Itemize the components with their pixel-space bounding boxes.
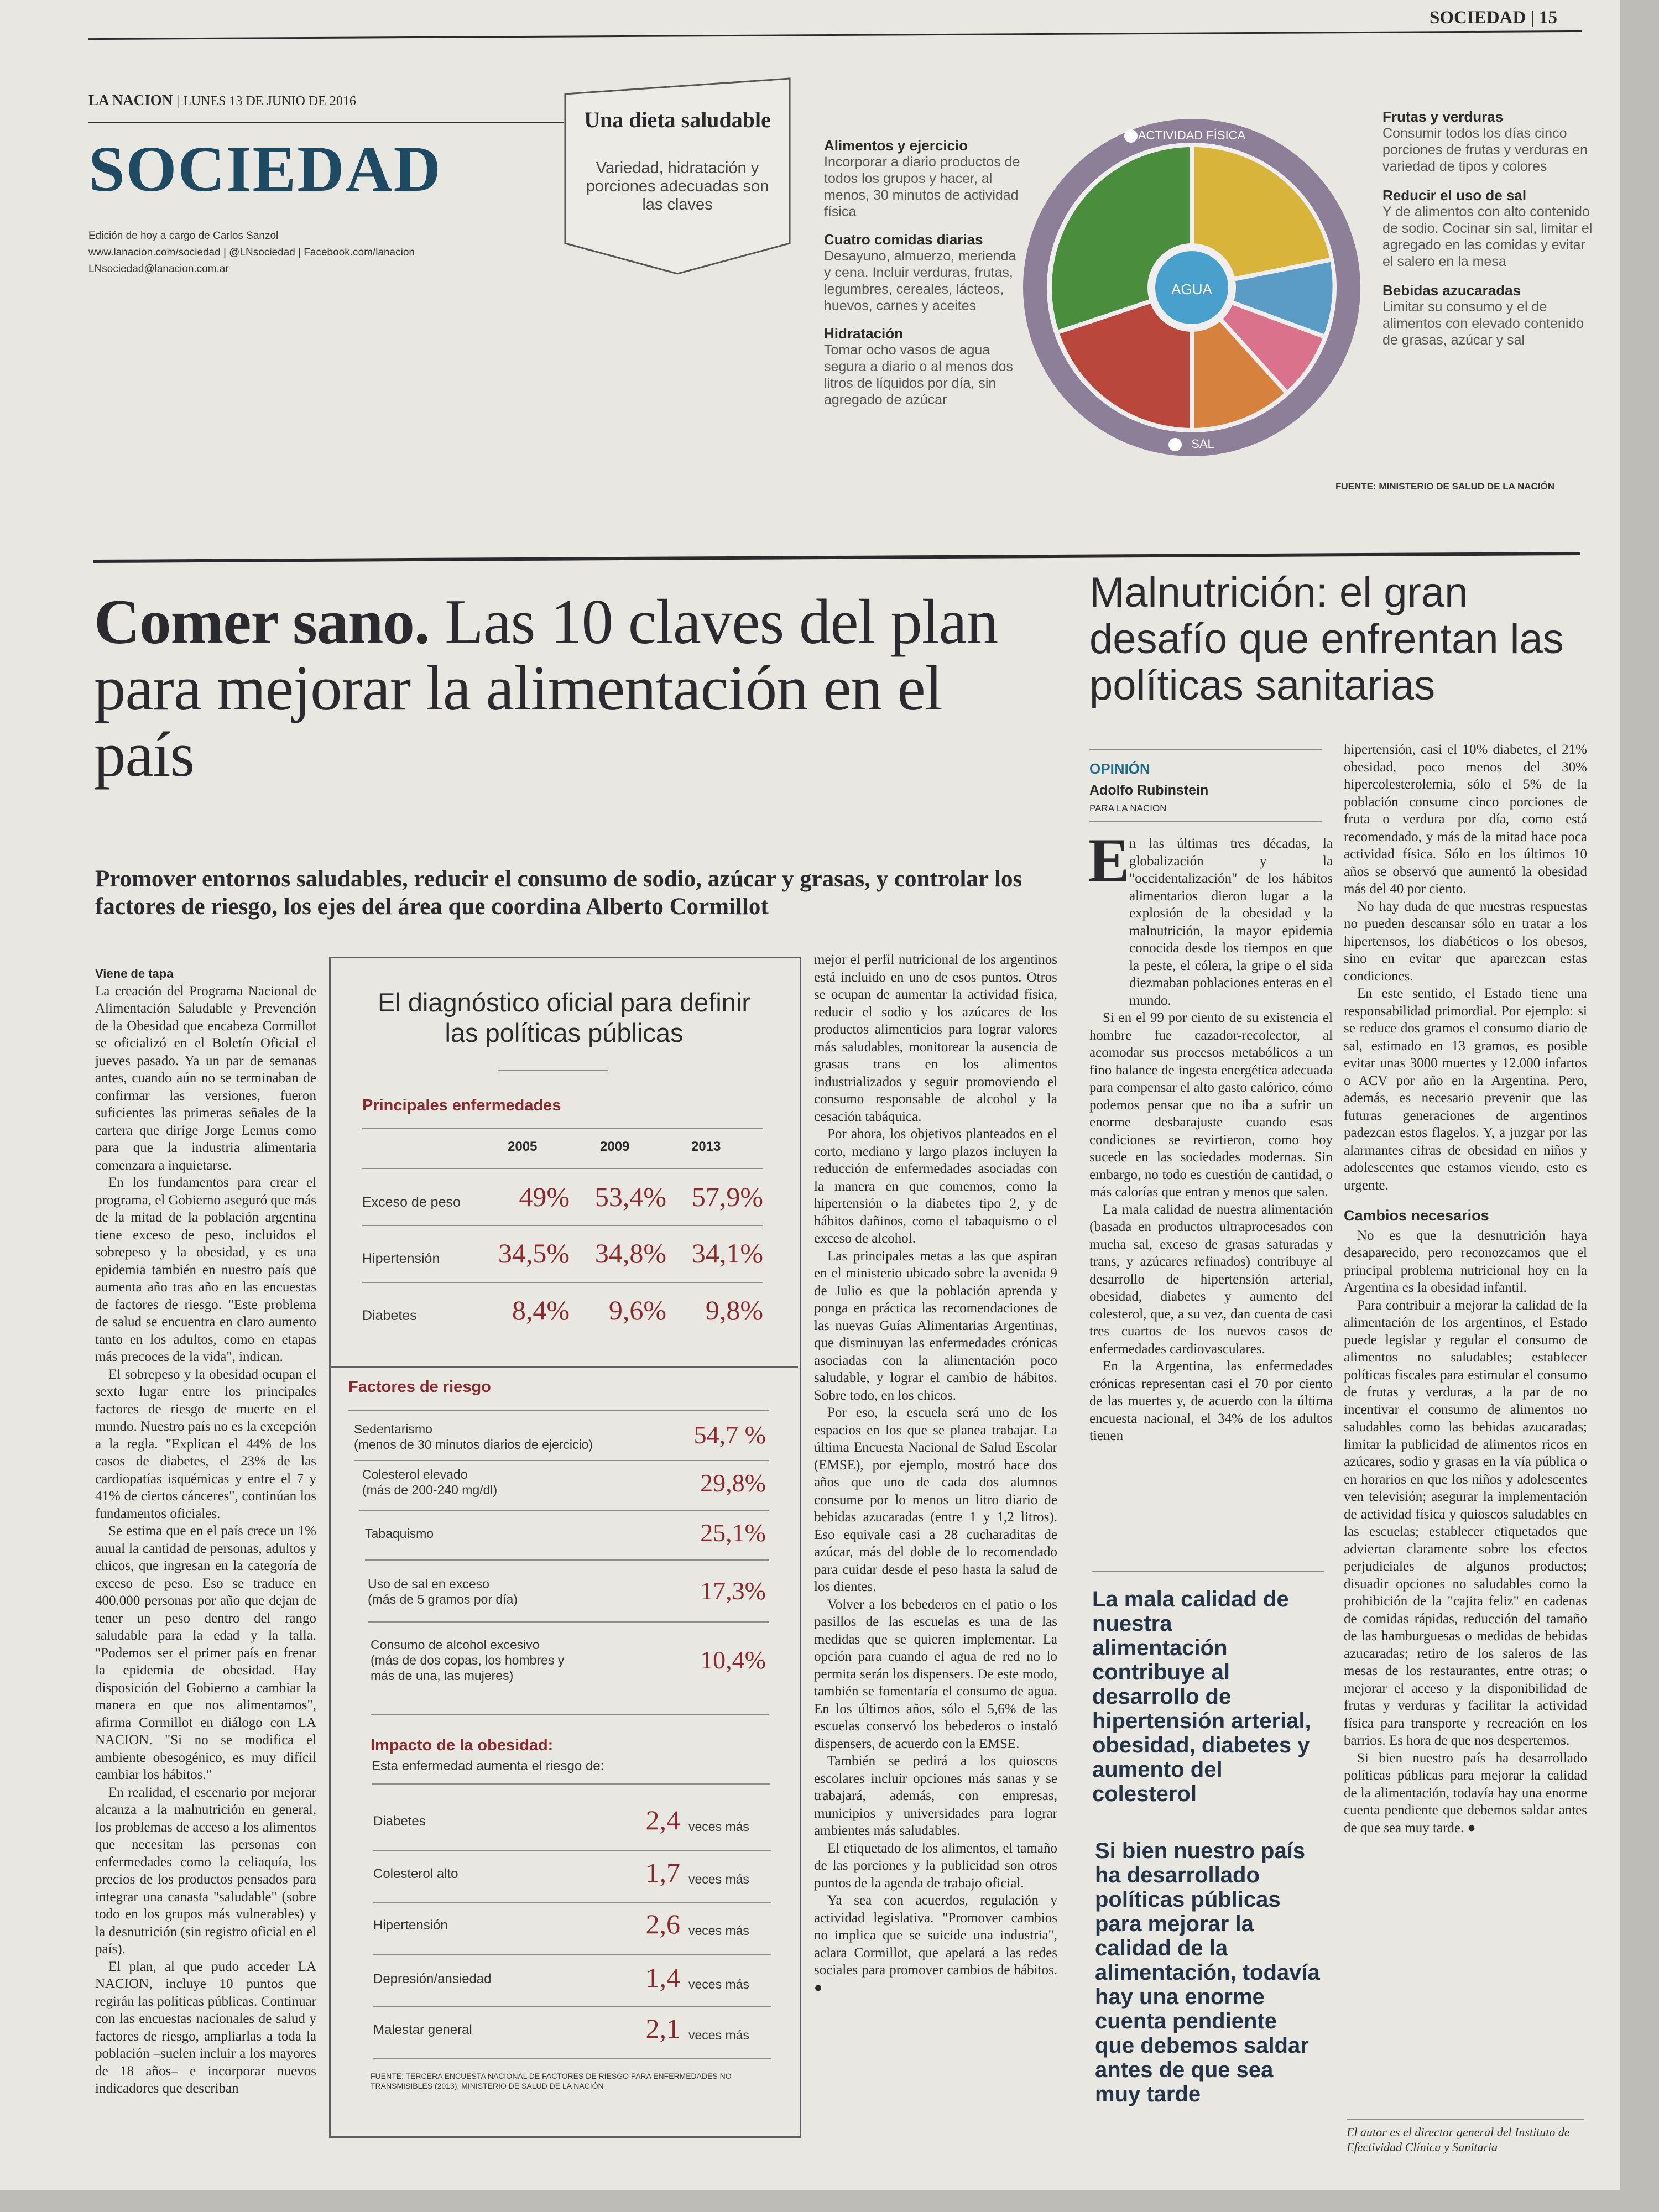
disease-value: 9,8% — [705, 1295, 763, 1326]
opinion-column-2 — [1344, 741, 1587, 2107]
masthead-rule — [88, 122, 564, 123]
credit-line: LNsociedad@lanacion.com.ar — [88, 263, 229, 275]
impact-unit: veces más — [688, 1923, 749, 1938]
paragraph: También se pedirá a los quioscos escolares incluir opciones más sanas y se trabajará, además, con empresas, municipios y universidades para lograr ambientes más saludables. — [814, 1754, 1057, 1838]
year-header: 2013 — [691, 1139, 721, 1154]
section-divider — [93, 552, 1580, 563]
diet-item-text: Y de alimentos con alto contenido de sodio. Cocinar sin sal, limitar el agregado en las comidas y evitar el salero en la mesa — [1383, 204, 1593, 269]
disease-value: 34,1% — [691, 1238, 763, 1269]
credit-line: Edición de hoy a cargo de Carlos Sanzol — [88, 230, 279, 242]
credit-line: www.lanacion.com/sociedad | @LNsociedad | Facebook.com/lanacion — [88, 247, 415, 258]
paragraph: En los fundamentos para crear el programa, el Gobierno aseguró que más de la mitad de la población argentina tiene exceso de peso, incluidos el sobrepeso y la obesidad, y es una epidemia también en nuestro país que aumenta año tras año en las encuestas de factores de riesgo. "Este problema de salud se encuentra en claro aumento tanto en los adultos, como en etapas más precoces de la vida", indican. — [95, 1175, 316, 1364]
risk-name: Consumo de alcohol excesivo — [371, 1637, 540, 1652]
paragraph: En la Argentina, las enfermedades crónicas representan casi el 70 por ciento de las muertes y, de acuerdo con la última encuesta nacional, el 34% de los adultos tienen — [1089, 1359, 1333, 1443]
risk-name: Uso de sal en exceso — [368, 1577, 489, 1591]
rule — [329, 1366, 798, 1368]
diseases-title: Principales enfermedades — [362, 1097, 561, 1114]
diet-item-text: Consumir todos los días cinco porciones de frutas y verduras en variedad de tipos y colores — [1383, 126, 1588, 174]
rule — [373, 1902, 771, 1903]
diet-item-title: Reducir el uso de sal — [1383, 187, 1527, 204]
diet-item-title: Alimentos y ejercicio — [824, 137, 968, 154]
section-header: SOCIEDAD | 15 — [1430, 8, 1557, 28]
risk-name: Colesterol elevado — [362, 1467, 468, 1481]
main-headline — [94, 589, 1034, 788]
rule — [373, 1850, 771, 1851]
rule — [373, 2058, 771, 2059]
rule — [359, 1510, 769, 1511]
risk-value: 54,7 % — [693, 1421, 766, 1449]
risk-value: 25,1% — [700, 1519, 766, 1547]
risk-label — [362, 1467, 672, 1498]
paragraph: No hay duda de que nuestras respuestas no pueden descansar sólo en tratar a los hipertensos, los diabéticos o los obesos, sino en evitar que aparezcan estas condiciones. — [1344, 899, 1587, 984]
main-column-1 — [95, 965, 316, 2121]
diet-item-text: Tomar ocho vasos de agua segura a diario o al menos dos litros de líquidos por día, sin agregado de azúcar — [824, 342, 1013, 408]
diet-item-text: Desayuno, almuerzo, merienda y cena. Incluir verduras, frutas, legumbres, cereales, lácteos, huevos, carnes y aceites — [824, 248, 1016, 314]
disease-value: 53,4% — [594, 1181, 666, 1212]
risk-detail: (más de 200-240 mg/dl) — [362, 1483, 498, 1497]
rule — [1347, 2119, 1584, 2120]
diet-item-title: Bebidas azucaradas — [1383, 282, 1521, 299]
impact-unit: veces más — [688, 2028, 749, 2042]
disease-label: Exceso de peso — [362, 1194, 461, 1210]
paragraph: Para contribuir a mejorar la calidad de la alimentación de los argentinos, el Estado puede legislar y regular el consumo de alimentos no saludables; establecer políticas fiscales para estimular el consumo de frutas y verduras, a la par de no incentivar el consumo de alimentos no saludables como las bebidas azucaradas; limitar la publicidad de alimentos ricos en azúcares, sodio y grasas en la vía pública o en horarios en que los niños y adolescentes ven televisión; asegurar la implementación de actividad física y quioscos saludables en las escuelas; establecer etiquetados que adviertan claramente sobre los efectos perjudiciales de algunos productos; disuadir opciones no saludables como la prohibición de la "cajita feliz" en cadenas de comidas rápidas, reducción del tamaño de las hamburguesas o medidas de bebidas azucaradas; retiro de los saleros de las mesas de los restaurantes, entre otras; o mejorar el acceso y la disponibilidad de frutas y verduras y facilitar la actividad física para transporte y recreación en los barrios. Es hora de que nos despertemos. — [1344, 1297, 1587, 1748]
paragraph: La creación del Programa Nacional de Alimentación Saludable y Prevención de la Obesidad que encabeza Cormillot se oficializó en el Boletín Oficial el jueves pasado. Ya un par de semanas antes, cuando aún no se terminaban de confirmar las versiones, fueron suficientes las primeras señales de la cartera que dirige Jorge Lemus como para que la industria alimentaria comenzara a inquietarse. — [95, 983, 316, 1173]
risk-detail: (más de dos copas, los hombres y más de una, las mujeres) — [371, 1653, 565, 1683]
paragraph: Si bien nuestro país ha desarrollado políticas públicas para mejorar la calidad de la alimentación, todavía hay una enorme cuenta pendiente que debemos saldar antes de que sea muy tarde. ● — [1344, 1750, 1587, 1835]
disease-label: Hipertensión — [362, 1251, 440, 1266]
diet-item-title: Frutas y verduras — [1383, 108, 1504, 125]
diet-item — [824, 325, 1023, 408]
rule — [362, 1282, 763, 1283]
disease-value: 49% — [519, 1181, 570, 1212]
risk-detail: (más de 5 gramos por día) — [368, 1592, 518, 1606]
opinion-author-sub: PARA LA NACION — [1089, 803, 1167, 813]
plate-center-label: AGUA — [1171, 281, 1212, 298]
diet-item — [1383, 282, 1593, 348]
risk-value: 29,8% — [700, 1469, 766, 1497]
risk-detail: (menos de 30 minutos diarios de ejercicio) — [354, 1437, 593, 1452]
paragraph: mejor el perfil nutricional de los argentinos está incluido en uno de esos puntos. Otros se ocupan de aumentar la actividad física, reducir el sodio y los azúcares de los productos alimenticios para lograr valores más saludables, monitorear la ausencia de grasas trans en los alimentos industrializados y seguir promoviendo el consumo responsable de alcohol y la cesación tabáquica. — [814, 952, 1057, 1124]
rule — [362, 1168, 763, 1169]
impact-value: 2,4 — [645, 1804, 680, 1835]
diet-item-title: Hidratación — [824, 325, 904, 342]
diet-item — [1383, 108, 1593, 175]
disease-value: 57,9% — [691, 1181, 763, 1212]
headline-rest: Las 10 claves del plan para mejorar la alimentación en el país — [94, 587, 998, 790]
masthead-line: LA NACION | LUNES 13 DE JUNIO DE 2016 — [88, 92, 356, 108]
diet-item-title: Cuatro comidas diarias — [824, 231, 983, 248]
risk-value: 17,3% — [700, 1577, 766, 1605]
rule — [1089, 749, 1322, 750]
disease-value: 9,6% — [608, 1295, 666, 1326]
diet-items-left — [824, 137, 1023, 408]
issue-date: LUNES 13 DE JUNIO DE 2016 — [183, 94, 356, 108]
rule — [1092, 1571, 1324, 1572]
impact-label: Hipertensión — [373, 1918, 448, 1933]
impact-label: Malestar general — [373, 2022, 472, 2037]
paragraph: n las últimas tres décadas, la globalización y la "occidentalización" de los hábitos alimentarios dieron lugar a la explosión de la obesidad y la malnutrición, la mayor epidemia conocida desde los tiempos en que la peste, el cólera, la gripe o el sida diezmaban poblaciones enteras en el mundo. — [1129, 836, 1333, 1008]
risk-label — [371, 1637, 592, 1683]
diet-subtitle: Variedad, hidratación y porciones adecuadas son las claves — [586, 159, 769, 213]
risk-label — [354, 1421, 664, 1452]
rule — [362, 1128, 763, 1129]
rule — [373, 1954, 771, 1955]
credits — [88, 228, 415, 278]
opinion-subhead: Cambios necesarios — [1344, 1207, 1489, 1224]
impact-label: Colesterol alto — [373, 1866, 458, 1881]
impact-label: Depresión/ansiedad — [373, 1971, 492, 1986]
risk-label — [365, 1526, 675, 1541]
year-header: 2005 — [508, 1139, 538, 1154]
activity-icon — [1124, 129, 1138, 143]
risk-name: Tabaquismo — [365, 1526, 434, 1541]
impact-unit: veces más — [688, 1872, 749, 1886]
diagnosis-title: El diagnóstico oficial para definir las políticas públicas — [377, 988, 751, 1047]
rule — [348, 1410, 769, 1411]
impact-title: Impacto de la obesidad: — [371, 1736, 554, 1754]
author-note: El autor es el director general del Instituto de Efectividad Clínica y Sanitaria — [1347, 2125, 1570, 2154]
diagnosis-source: FUENTE: TERCERA ENCUESTA NACIONAL DE FACTORES DE RIESGO PARA ENFERMEDADES NO TRANSMISIBLES (2013), MINISTERIO DE SALUD DE LA NACIÓN — [371, 2072, 732, 2090]
title-rule — [498, 1070, 608, 1071]
impact-value: 1,4 — [645, 1962, 680, 1993]
impact-unit: veces más — [688, 1977, 749, 1991]
diet-source: FUENTE: MINISTERIO DE SALUD DE LA NACIÓN — [1335, 481, 1555, 492]
dropcap: E — [1088, 826, 1130, 895]
healthy-plate-illustration — [1020, 116, 1363, 459]
disease-value: 34,8% — [594, 1238, 666, 1269]
rule — [1089, 821, 1322, 822]
paragraph: Por eso, la escuela será uno de los espacios en los que se planea trabajar. La última Encuesta Nacional de Salud Escolar (EMSE), por ejemplo, mostró hace dos años que uno de cada dos alumnos consume por lo menos un litro diario de bebidas azucaradas (entre 1 y 1,2 litros). Eso equivale casi a 28 cucharaditas de azúcar, más del doble de lo recomendado para cuidar desde el peso hasta la salud de los dientes. — [814, 1405, 1057, 1594]
plate-bottom-label: SAL — [1191, 437, 1214, 451]
diet-item-text: Limitar su consumo y el de alimentos con elevado contenido de grasas, azúcar y sal — [1383, 299, 1584, 348]
diet-item-text: Incorporar a diario productos de todos los grupos y hacer, al menos, 30 minutos de actividad física — [824, 154, 1020, 220]
paragraph: El etiquetado de los alimentos, el tamaño de las porciones y la publicidad son otros puntos de la agenda de trabajo oficial. — [814, 1840, 1057, 1891]
opinion-author: Adolfo Rubinstein — [1089, 782, 1209, 798]
section-title: SOCIEDAD — [88, 133, 442, 205]
diagnosis-box — [329, 957, 801, 2138]
page-number: 15 — [1538, 8, 1557, 28]
impact-label: Diabetes — [373, 1814, 426, 1829]
paragraph: hipertensión, casi el 10% diabetes, el 21% obesidad, poco menos del 30% hipercolesterolemia, sólo el 5% de la población consume cinco porciones de fruta o verdura por día, como está recomendado, y más de la mitad hace poca actividad física. Sólo en los últimos 10 años se observó que aumentó la obesidad más del 40 por ciento. — [1344, 742, 1587, 896]
paragraph: El sobrepeso y la obesidad ocupan el sexto lugar entre los principales factores de riesgo de muerte en el mundo. Nuestro país no es la excepción a la regla. "Explican el 44% de los casos de diabetes, el 23% de las cardiopatías isquémicas y entre el 7 y 41% de ciertos cánceres", continúan los fundamentos oficiales. — [95, 1366, 316, 1521]
diet-item — [824, 231, 1023, 314]
rule — [362, 1225, 763, 1226]
top-rule — [88, 30, 1582, 40]
paragraph: Por ahora, los objetivos planteados en el corto, mediano y largo plazos incluyen la reducción de enfermedades asociadas con la manera en que comemos, como la hipertensión o la diabetes tipo 2, y de hábitos dañinos, como el tabaquismo o el exceso de alcohol. — [814, 1126, 1057, 1246]
risk-title: Factores de riesgo — [348, 1378, 491, 1396]
impact-subtitle: Esta enfermedad aumenta el riesgo de: — [372, 1759, 604, 1773]
rule — [371, 1714, 769, 1715]
disease-label: Diabetes — [362, 1308, 417, 1323]
impact-value: 1,7 — [645, 1857, 680, 1888]
paragraph: Volver a los bebederos en el patio o los pasillos de las escuelas es una de las medidas que se quieren implementar. La opción para cuando el agua de red no lo permita serán los dispensers. De este modo, también se fomentaría el consumo de agua. En los últimos años, sólo el 5,6% de las escuelas conservó los bebederos o instaló dispensers, de acuerdo con la EMSE. — [814, 1597, 1057, 1751]
salt-icon — [1168, 438, 1182, 451]
paper-name: LA NACION — [88, 92, 173, 108]
diet-items-right — [1383, 108, 1593, 348]
paragraph: El plan, al que pudo acceder LA NACION, incluye 10 puntos que regirán las políticas públicas. Continuar con las encuestas nacionales de salud y factores de riesgo, ampliarlas a toda la población –suelen incluir a los mayores de 18 años– e incorporar nuevos indicadores que describan — [95, 1959, 316, 2096]
headline-bold: Comer sano. — [94, 587, 430, 657]
main-deck: Promover entornos saludables, reducir el consumo de sodio, azúcar y grasas, y controlar los factores de riesgo, los ejes del área que coordina Alberto Cormillot — [95, 866, 1022, 920]
pull-quote-2: Si bien nuestro país ha desarrollado políticas públicas para mejorar la calidad de la alimentación, todavía hay una enorme cuenta pendiente que debemos saldar antes de que sea muy tarde — [1095, 1839, 1320, 2106]
paragraph: En este sentido, el Estado tiene una responsabilidad primordial. Por ejemplo: si se reduce dos gramos el consumo diario de sal, estimado en 13 gramos, es posible evitar unas 3000 muertes y 12.000 infartos o ACV por año en la Argentina. Pero, además, es necesario prevenir que las futuras generaciones de argentinos padezcan estos flagelos. Y, a juzgar por las alarmantes cifras de obesidad en niños y adolescentes que estamos viendo, esto es urgente. — [1344, 986, 1587, 1193]
opinion-headline: Malnutrición: el gran desafío que enfrentan las políticas sanitarias — [1089, 569, 1564, 709]
opinion-column-1 — [1089, 835, 1333, 1565]
pull-quote-1: La mala calidad de nuestra alimentación contribuye al desarrollo de hipertensión arterial, obesidad, diabetes y aumento del colesterol — [1092, 1587, 1311, 1806]
disease-value: 8,4% — [512, 1295, 570, 1326]
rule — [365, 1559, 769, 1561]
rule — [372, 1783, 770, 1785]
impact-unit: veces más — [688, 1819, 749, 1834]
diet-title: Una dieta saludable — [584, 107, 771, 132]
paragraph: La mala calidad de nuestra alimentación (basada en productos ultraprocesados con mucha sal, exceso de grasas saturadas y trans, y azúcares refinados) contribuye al desarrollo de hipertensión arterial, obesidad, diabetes y aumento del colesterol, que, a su vez, dan cuenta de casi tres cuartos de los nuevos casos de enfermedades cardiovasculares. — [1089, 1202, 1333, 1357]
main-column-2 — [814, 951, 1057, 2124]
year-header: 2009 — [600, 1139, 630, 1154]
risk-label — [368, 1576, 677, 1607]
rule — [368, 1621, 769, 1623]
disease-value: 34,5% — [498, 1238, 570, 1269]
paragraph: Se estima que en el país crece un 1% anual la cantidad de personas, adultos y chicos, que ingresan en la categoría de exceso de peso. Eso se traduce en 400.000 personas por año que dejan de tener un peso dentro del rango saludable para la edad y la talla. "Podemos ser el primer país en frenar la epidemia de obesidad. Hay disposición del Gobierno a cambiar la manera en que nos alimentamos", afirma Cormillot en diálogo con LA NACION. "Si no se modifica el ambiente obesogénico, es muy difícil cambiar los hábitos." — [95, 1524, 316, 1782]
paragraph: Ya sea con acuerdos, regulación y actividad legislativa. "Promover cambios no implica que se suicide una industria", aclara Cormillot, que apelará a las redes sociales para promover cambios de hábitos. ● — [814, 1893, 1057, 1995]
diet-item — [1383, 187, 1593, 270]
paragraph: En realidad, el escenario por mejorar alcanza a la malnutrición en general, los problemas de acceso a los alimentos que necesitan las personas con enfermedades como la celiaquía, los precios de los productos pensados para integrar una canasta "saludable" (sobre todo en los grupos más vulnerables) y la desnutrición (sin registro oficial en el país). — [95, 1785, 316, 1957]
opinion-label: OPINIÓN — [1089, 760, 1150, 777]
risk-value: 10,4% — [700, 1646, 766, 1674]
paragraph: Si en el 99 por ciento de su existencia el hombre fue cazador-recolector, al acomodar sus procesos metabólicos a un fino balance de ingesta energética adecuada para compensar el alto gasto calórico, cómo podemos pensar que no iba a sufrir un enorme desbarajuste cuando esas condiciones se revirtieron, como hoy sucede en las sociedades modernas. Sin embargo, no todo es cuestión de cantidad, o más calorías que entran y menos que salen. — [1089, 1010, 1333, 1199]
paragraph: Las principales metas a las que aspiran en el ministerio ubicado sobre la avenida 9 de Julio es que la población aprenda y ponga en práctica las recomendaciones de las nuevas Guías Alimentarias Argentinas, que disminuyan las enfermedades crónicas asociadas con la alimentación poco saludable, y lograr el cambio de hábitos. Sobre todo, en los chicos. — [814, 1248, 1057, 1403]
paragraph: No es que la desnutrición haya desaparecido, pero reconozcamos que el principal problema nutricional hoy en la Argentina es la obesidad infantil. — [1344, 1228, 1587, 1295]
diet-item — [824, 137, 1023, 220]
impact-value: 2,6 — [645, 1908, 680, 1939]
section-name: SOCIEDAD — [1430, 8, 1526, 28]
kicker: Viene de tapa — [95, 967, 174, 980]
rule — [373, 2006, 771, 2007]
impact-value: 2,1 — [645, 2013, 680, 2044]
risk-name: Sedentarismo — [354, 1422, 432, 1436]
plate-top-label: ACTIVIDAD FÍSICA — [1138, 128, 1246, 142]
rule — [354, 1460, 769, 1461]
